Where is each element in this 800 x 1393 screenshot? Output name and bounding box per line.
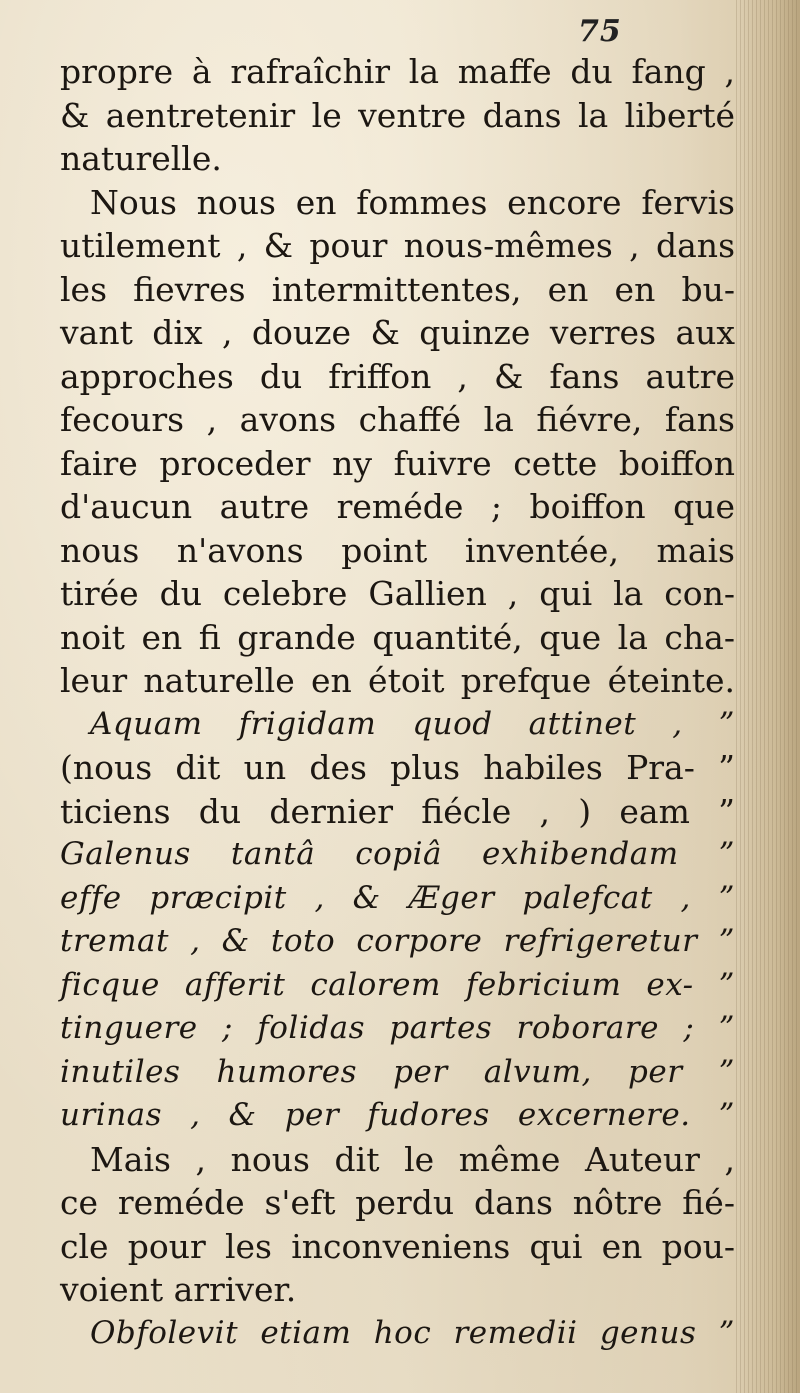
text-line: d'aucun autre reméde ; boiffon que [60, 487, 735, 526]
text-line: ce reméde s'eft perdu dans nôtre fié- [60, 1183, 735, 1222]
latin-quote-line: tinguere ; folidas partes roborare ; ” [60, 1010, 735, 1046]
text-line: voient arriver. [60, 1270, 297, 1309]
latin-quote-line: tremat , & toto corpore refrigeretur ” [60, 923, 735, 959]
text-line: (nous dit un des plus habiles Pra- ” [60, 748, 735, 787]
text-line: faire proceder ny fuivre cette boiffon [60, 443, 735, 483]
text-line: noit en fi grande quantité, que la cha- [60, 617, 735, 657]
text-line: ticiens du dernier fiécle , ) eam ” [60, 791, 735, 831]
text-line: approches du friffon , & fans autre [60, 356, 735, 396]
text-line: fecours , avons chaffé la fiévre, fans [60, 400, 735, 439]
text-line: & aentretenir le ventre dans la liberté [60, 95, 735, 135]
latin-quote-line: Obfolevit etiam hoc remedii genus ” [90, 1314, 735, 1351]
latin-quote-line: ficque afferit calorem febricium ex- ” [60, 966, 735, 1003]
text-line: leur naturelle en étoit prefque éteinte. [60, 661, 735, 700]
page-number: 75 [578, 14, 622, 49]
latin-quote-line: urinas , & per fudores excernere. ” [60, 1097, 735, 1133]
text-line: naturelle. [60, 139, 222, 178]
text-line: les fievres intermittentes, en en bu- [60, 269, 735, 309]
text-line: Nous nous en fommes encore fervis [90, 182, 735, 222]
text-line: nous n'avons point inventée, mais [60, 530, 735, 570]
page-edge [736, 0, 800, 1393]
text-line: tirée du celebre Gallien , qui la con- [60, 574, 735, 613]
text-block [60, 50, 735, 1355]
latin-quote-line: Aquam frigidam quod attinet , ” [90, 705, 735, 742]
text-line: vant dix , douze & quinze verres aux [60, 313, 735, 352]
latin-quote-line: effe præcipit , & Æger palefcat , ” [60, 879, 735, 916]
text-line: utilement , & pour nous-mêmes , dans [60, 226, 735, 265]
latin-quote-line: inutiles humores per alvum, per ” [60, 1053, 735, 1090]
latin-quote-line: Galenus tantâ copiâ exhibendam ” [60, 836, 735, 872]
text-line: cle pour les inconveniens qui en pou- [60, 1226, 735, 1266]
text-line: propre à rafraîchir la maffe du fang , [60, 52, 735, 91]
text-line: Mais , nous dit le même Auteur , [90, 1139, 735, 1179]
